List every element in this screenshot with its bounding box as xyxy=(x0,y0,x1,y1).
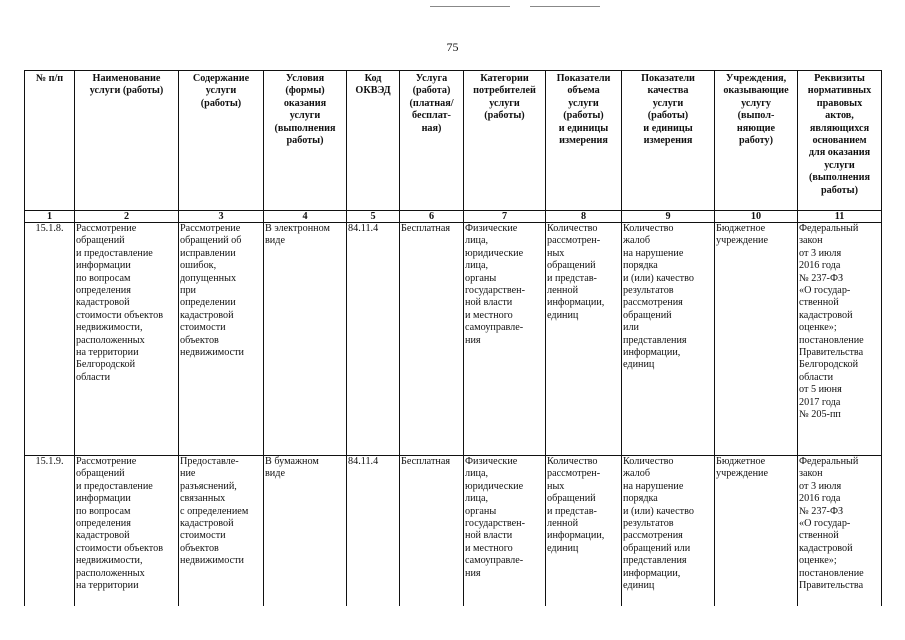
legal-references: Федеральный закон от 3 июля 2016 года № 237-ФЗ «О государ- ственной кадастровой оценке»; постановление Правительства xyxy=(798,456,882,606)
header-cell: Учреждения, оказывающие услугу (выпол- няющие работу) xyxy=(715,71,798,211)
service-conditions: В электронном виде xyxy=(264,223,347,456)
header-cell: Содержание услуги (работы) xyxy=(179,71,264,211)
header-cell: Показатели объема услуги (работы) и единицы измерения xyxy=(546,71,622,211)
service-conditions: В бумажном виде xyxy=(264,456,347,606)
column-number: 2 xyxy=(75,211,179,223)
column-number: 6 xyxy=(400,211,464,223)
okved-code: 84.11.4 xyxy=(347,223,400,456)
column-number-row xyxy=(25,211,882,223)
paid-status: Бесплатная xyxy=(400,456,464,606)
header-cell: Код ОКВЭД xyxy=(347,71,400,211)
service-name: Рассмотрение обращений и предоставление информации по вопросам определения кадастровой стоимости объектов недвижимости, расположенных на территории Белгородской области xyxy=(75,223,179,456)
consumer-categories: Физические лица, юридические лица, органы государствен- ной власти и местного самоуправле- ния xyxy=(464,456,546,606)
providing-institution: Бюджетное учреждение xyxy=(715,223,798,456)
column-number: 4 xyxy=(264,211,347,223)
header-cell: № п/п xyxy=(25,71,75,211)
table-row xyxy=(25,456,882,606)
header-cell: Категории потребителей услуги (работы) xyxy=(464,71,546,211)
paid-status: Бесплатная xyxy=(400,223,464,456)
table-row xyxy=(25,223,882,456)
volume-indicators: Количество рассмотрен- ных обращений и представ- ленной информации, единиц xyxy=(546,456,622,606)
service-content: Предоставле- ние разъяснений, связанных с определением кадастровой стоимости объектов недвижимости xyxy=(179,456,264,606)
header-cell: Условия (формы) оказания услуги (выполнения работы) xyxy=(264,71,347,211)
column-number: 11 xyxy=(798,211,882,223)
row-number: 15.1.8. xyxy=(25,223,75,456)
providing-institution: Бюджетное учреждение xyxy=(715,456,798,606)
volume-indicators: Количество рассмотрен- ных обращений и представ- ленной информации, единиц xyxy=(546,223,622,456)
header-row xyxy=(25,71,882,211)
legal-references: Федеральный закон от 3 июля 2016 года № 237-ФЗ «О государ- ственной кадастровой оценке»; постановление Правительства Белгородской области от 5 июня 2017 года № 205-пп xyxy=(798,223,882,456)
row-number: 15.1.9. xyxy=(25,456,75,606)
header-cell: Наименование услуги (работы) xyxy=(75,71,179,211)
column-number: 8 xyxy=(546,211,622,223)
header-cell: Показатели качества услуги (работы) и единицы измерения xyxy=(622,71,715,211)
scan-edge-line-left xyxy=(430,6,510,7)
column-number: 1 xyxy=(25,211,75,223)
page-number: 75 xyxy=(446,40,459,54)
services-register-table xyxy=(24,70,882,606)
header-cell: Реквизиты нормативных правовых актов, являющихся основанием для оказания услуги (выполнения работы) xyxy=(798,71,882,211)
service-content: Рассмотрение обращений об исправлении ошибок, допущенных при определении кадастровой стоимости объектов недвижимости xyxy=(179,223,264,456)
okved-code: 84.11.4 xyxy=(347,456,400,606)
column-number: 7 xyxy=(464,211,546,223)
column-number: 5 xyxy=(347,211,400,223)
service-name: Рассмотрение обращений и предоставление информации по вопросам определения кадастровой стоимости объектов недвижимости, расположенных на территории xyxy=(75,456,179,606)
column-number: 9 xyxy=(622,211,715,223)
consumer-categories: Физические лица, юридические лица, органы государствен- ной власти и местного самоуправле- ния xyxy=(464,223,546,456)
scan-edge-line-right xyxy=(530,6,600,7)
quality-indicators: Количество жалоб на нарушение порядка и (или) качество результатов рассмотрения обращений или представления информации, единиц xyxy=(622,456,715,606)
column-number: 3 xyxy=(179,211,264,223)
header-cell: Услуга (работа) (платная/ бесплат- ная) xyxy=(400,71,464,211)
quality-indicators: Количество жалоб на нарушение порядка и (или) качество результатов рассмотрения обращений или представления информации, единиц xyxy=(622,223,715,456)
column-number: 10 xyxy=(715,211,798,223)
